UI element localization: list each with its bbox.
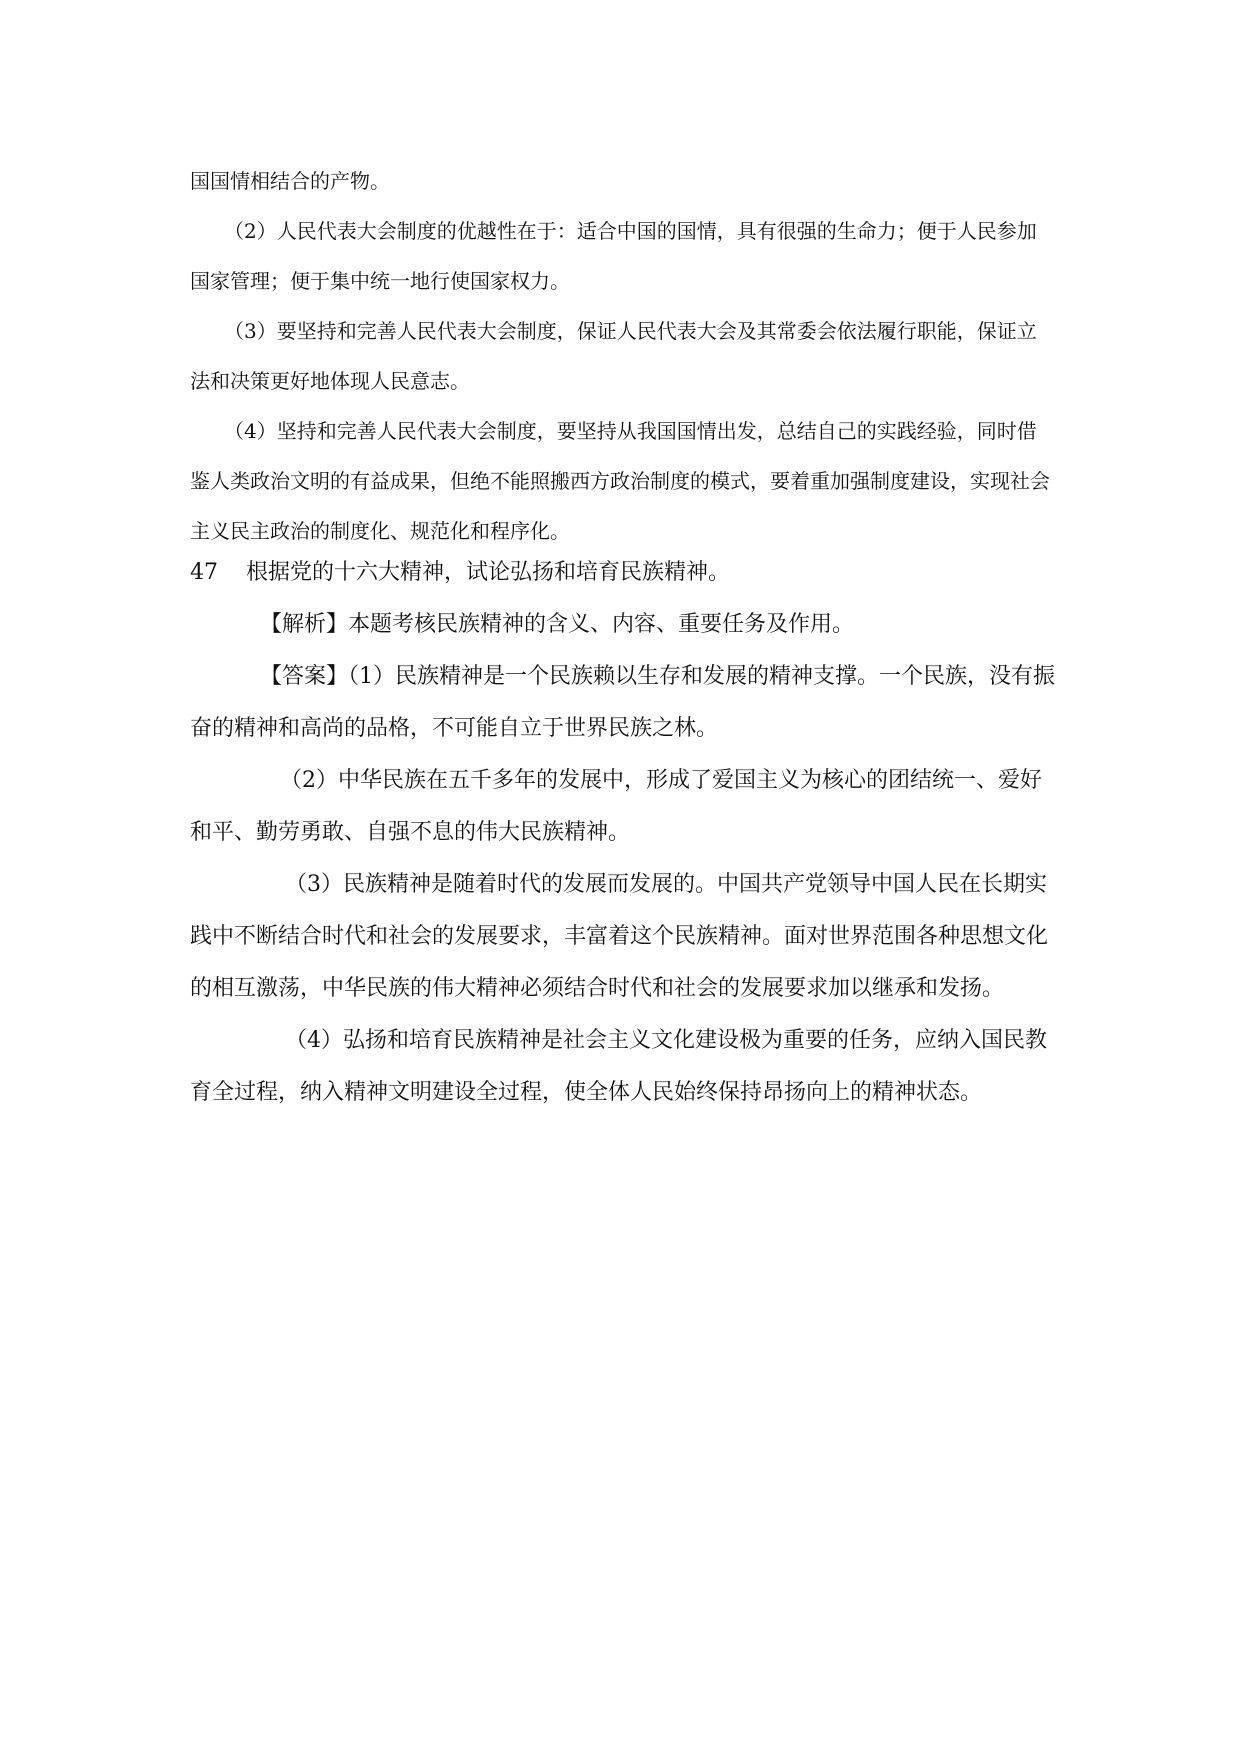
paragraph-3: （3）要坚持和完善人民代表大会制度，保证人民代表大会及其常委会依法履行职能，保证立法和决策更好地体现人民意志。 — [190, 319, 1037, 393]
answer-label: 【答案】 — [260, 664, 349, 689]
analysis-paragraph — [190, 599, 1055, 651]
question-47 — [190, 547, 1055, 599]
analysis-label: 【解析】 — [260, 612, 349, 637]
answer-paragraph-1 — [190, 651, 1055, 755]
paragraph-4: （4）坚持和完善人民代表大会制度，要坚持从我国国情出发，总结自己的实践经验，同时借鉴人类政治文明的有益成果，但绝不能照搬西方政治制度的模式，要着重加强制度建设，实现社会主义民主政治的制度化、规范化和程序化。 — [190, 419, 1050, 543]
section-continued-answer — [190, 156, 1055, 556]
question-47-section — [190, 547, 1055, 1119]
answer-paragraph-4: （4）弘扬和培育民族精神是社会主义文化建设极为重要的任务，应纳入国民教育全过程，纳入精神文明建设全过程，使全体人民始终保持昂扬向上的精神状态。 — [190, 1028, 1047, 1105]
continued-line: 国国情相结合的产物。 — [190, 169, 390, 193]
question-number: 47 — [190, 560, 218, 585]
analysis-text: 本题考核民族精神的含义、内容、重要任务及作用。 — [348, 612, 855, 637]
answer-paragraph-2: （2）中华民族在五千多年的发展中，形成了爱国主义为核心的团结统一、爱好和平、勤劳勇敢、自强不息的伟大民族精神。 — [190, 768, 1042, 845]
paragraph-2: （2）人民代表大会制度的优越性在于：适合中国的国情，具有很强的生命力；便于人民参加国家管理；便于集中统一地行使国家权力。 — [190, 219, 1037, 293]
answer-1-text: （1）民族精神是一个民族赖以生存和发展的精神支撑。一个民族，没有振奋的精神和高尚的品格，不可能自立于世界民族之林。 — [190, 664, 1056, 741]
question-text: 根据党的十六大精神，试论弘扬和培育民族精神。 — [246, 560, 731, 585]
answer-paragraph-3: （3）民族精神是随着时代的发展而发展的。中国共产党领导中国人民在长期实践中不断结合时代和社会的发展要求，丰富着这个民族精神。面对世界范围各种思想文化的相互激荡，中华民族的伟大精神必须结合时代和社会的发展要求加以继承和发扬。 — [190, 872, 1049, 1001]
